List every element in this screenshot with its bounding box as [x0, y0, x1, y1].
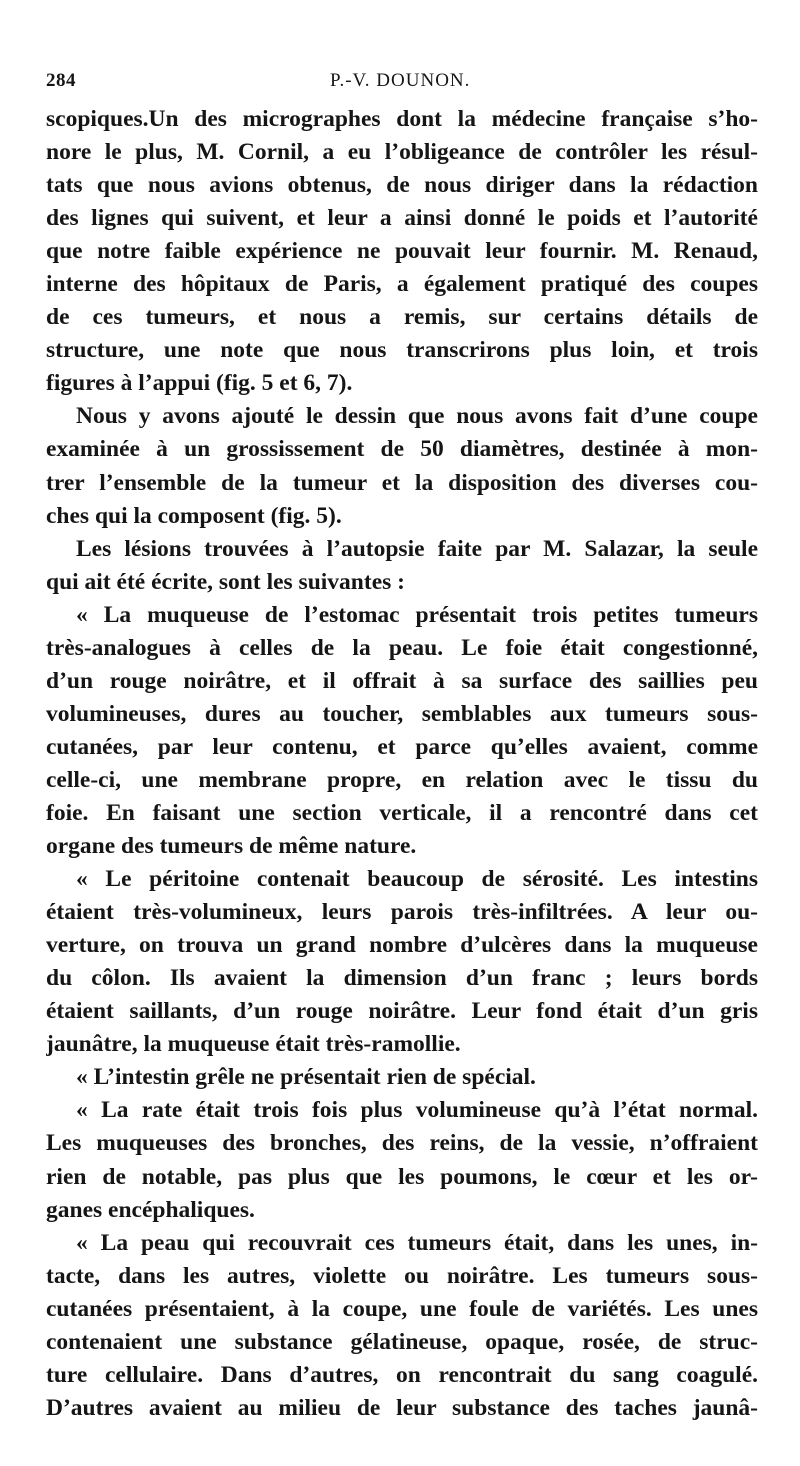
- text-line: examinée à un grossissement de 50 diamètres, destinée à mon-: [46, 436, 758, 463]
- text-line: cutanées, par leur contenu, et parce qu’elles avaient, comme: [46, 733, 758, 760]
- text-line: ches qui la composent (fig. 5).: [46, 502, 342, 529]
- text-line: des lignes qui suivent, et leur a ainsi donné le poids et l’autorité: [46, 205, 758, 232]
- text-line: du côlon. Ils avaient la dimension d’un franc ; leurs bords: [46, 965, 758, 992]
- text-line: que notre faible expérience ne pouvait leur fournir. M. Renaud,: [46, 238, 758, 265]
- text-line: volumineuses, dures au toucher, semblables aux tumeurs sous-: [46, 700, 758, 727]
- text-line: figures à l’appui (fig. 5 et 6, 7).: [46, 370, 353, 397]
- text-line: nore le plus, M. Cornil, a eu l’obligeance de contrôler les résul-: [46, 139, 758, 166]
- running-head: [46, 70, 758, 100]
- text-line: « La muqueuse de l’estomac présentait trois petites tumeurs: [76, 601, 758, 628]
- text-line: cutanées présentaient, à la coupe, une foule de variétés. Les unes: [46, 1295, 758, 1322]
- text-line: d’un rouge noirâtre, et il offrait à sa surface des saillies peu: [46, 667, 758, 694]
- text-line: Les muqueuses des bronches, des reins, de la vessie, n’offraient: [46, 1130, 758, 1157]
- text-line: trer l’ensemble de la tumeur et la disposition des diverses cou-: [46, 469, 758, 496]
- text-line: qui ait été écrite, sont les suivantes :: [46, 568, 405, 595]
- text-line: structure, une note que nous transcrirons plus loin, et trois: [46, 337, 758, 364]
- text-line: très-analogues à celles de la peau. Le foie était congestionné,: [46, 634, 758, 661]
- text-line: Nous y avons ajouté le dessin que nous avons fait d’une coupe: [76, 403, 758, 430]
- text-line: interne des hôpitaux de Paris, a également pratiqué des coupes: [46, 271, 758, 298]
- text-line: étaient saillants, d’un rouge noirâtre. Leur fond était d’un gris: [46, 998, 758, 1025]
- running-title: P.-V. DOUNON.: [330, 70, 471, 91]
- page-number: 284: [46, 70, 76, 91]
- text-line: « La rate était trois fois plus volumineuse qu’à l’état normal.: [76, 1097, 758, 1124]
- text-line: Les lésions trouvées à l’autopsie faite par M. Salazar, la seule: [76, 535, 758, 562]
- text-line: « La peau qui recouvrait ces tumeurs était, dans les unes, in-: [76, 1229, 758, 1256]
- text-line: rien de notable, pas plus que les poumons, le cœur et les or-: [46, 1163, 758, 1190]
- text-line: verture, on trouva un grand nombre d’ulcères dans la muqueuse: [46, 932, 758, 959]
- text-line: D’autres avaient au milieu de leur substance des taches jaunâ-: [46, 1394, 758, 1421]
- text-line: étaient très-volumineux, leurs parois très-infiltrées. A leur ou-: [46, 899, 758, 926]
- text-line: organe des tumeurs de même nature.: [46, 833, 417, 860]
- body-text: [46, 103, 758, 1425]
- text-line: « Le péritoine contenait beaucoup de sérosité. Les intestins: [76, 866, 758, 893]
- text-line: « L’intestin grêle ne présentait rien de spécial.: [76, 1064, 536, 1091]
- text-line: scopiques.Un des micrographes dont la médecine française s’ho-: [46, 106, 758, 132]
- text-line: jaunâtre, la muqueuse était très-ramollie.: [46, 1031, 461, 1058]
- text-line: ganes encéphaliques.: [46, 1196, 255, 1223]
- text-line: contenaient une substance gélatineuse, opaque, rosée, de struc-: [46, 1328, 758, 1355]
- text-line: tats que nous avions obtenus, de nous diriger dans la rédaction: [46, 172, 758, 199]
- text-line: tacte, dans les autres, violette ou noirâtre. Les tumeurs sous-: [46, 1262, 758, 1289]
- text-line: ture cellulaire. Dans d’autres, on rencontrait du sang coagulé.: [46, 1361, 758, 1388]
- text-line: de ces tumeurs, et nous a remis, sur certains détails de: [46, 304, 758, 331]
- text-line: celle-ci, une membrane propre, en relation avec le tissu du: [46, 766, 758, 793]
- text-line: foie. En faisant une section verticale, il a rencontré dans cet: [46, 799, 758, 826]
